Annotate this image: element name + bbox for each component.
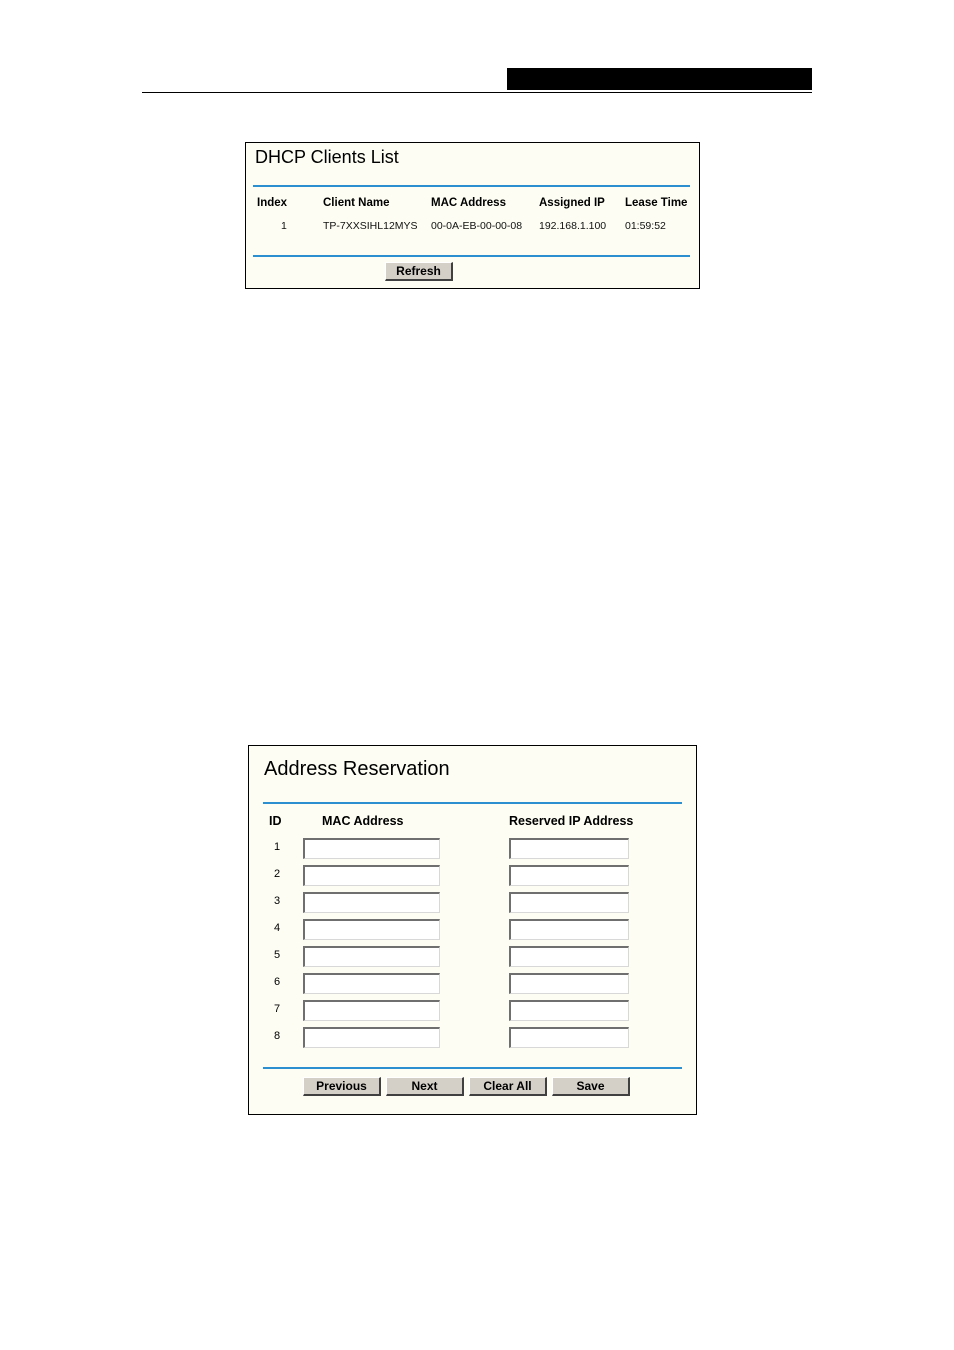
mac-address-input[interactable] [303,1027,440,1048]
clear-all-button[interactable]: Clear All [469,1077,547,1096]
header-bar [507,68,812,90]
row-id: 1 [274,841,281,853]
reservation-row [249,973,698,995]
column-header-reserved-ip: Reserved IP Address [509,814,634,828]
mac-address-input[interactable] [303,1000,440,1021]
reserved-ip-input[interactable] [509,1000,629,1021]
cell-client-name: TP-7XXSIHL12MYS [323,220,418,232]
divider [263,802,682,804]
refresh-button[interactable]: Refresh [385,262,453,281]
cell-assigned-ip: 192.168.1.100 [539,220,607,232]
dhcp-clients-panel [245,142,700,289]
reserved-ip-input[interactable] [509,919,629,940]
save-button[interactable]: Save [552,1077,630,1096]
row-id: 4 [274,922,281,934]
header-rule [142,92,812,93]
column-header-mac-address: MAC Address [322,814,404,828]
reservation-row [249,919,698,941]
reserved-ip-input[interactable] [509,1027,629,1048]
divider [263,1067,682,1069]
row-id: 3 [274,895,281,907]
reservation-row [249,1027,698,1049]
reservation-row [249,865,698,887]
reserved-ip-input[interactable] [509,838,629,859]
mac-address-input[interactable] [303,973,440,994]
column-header-id: ID [269,814,282,828]
reservation-row [249,1000,698,1022]
cell-mac-address: 00-0A-EB-00-00-08 [431,220,523,232]
divider [253,255,690,257]
reserved-ip-input[interactable] [509,973,629,994]
mac-address-input[interactable] [303,946,440,967]
dhcp-clients-title: DHCP Clients List [255,147,399,167]
column-header-mac-address: MAC Address [431,197,506,209]
column-header-assigned-ip: Assigned IP [539,197,605,209]
row-id: 8 [274,1030,281,1042]
reserved-ip-input[interactable] [509,865,629,886]
previous-button[interactable]: Previous [303,1077,381,1096]
row-id: 5 [274,949,281,961]
divider [253,185,690,187]
cell-lease-time: 01:59:52 [625,220,666,232]
row-id: 7 [274,1003,281,1015]
column-header-index: Index [257,197,288,209]
mac-address-input[interactable] [303,919,440,940]
reservation-row [249,892,698,914]
mac-address-input[interactable] [303,892,440,913]
cell-index: 1 [281,220,287,232]
column-header-lease-time: Lease Time [625,197,688,209]
column-header-client-name: Client Name [323,197,390,209]
reserved-ip-input[interactable] [509,946,629,967]
reservation-row [249,946,698,968]
mac-address-input[interactable] [303,838,440,859]
address-reservation-panel [248,745,697,1115]
mac-address-input[interactable] [303,865,440,886]
reservation-row [249,838,698,860]
reserved-ip-input[interactable] [509,892,629,913]
address-reservation-title: Address Reservation [264,758,450,780]
row-id: 6 [274,976,281,988]
row-id: 2 [274,868,281,880]
next-button[interactable]: Next [386,1077,464,1096]
